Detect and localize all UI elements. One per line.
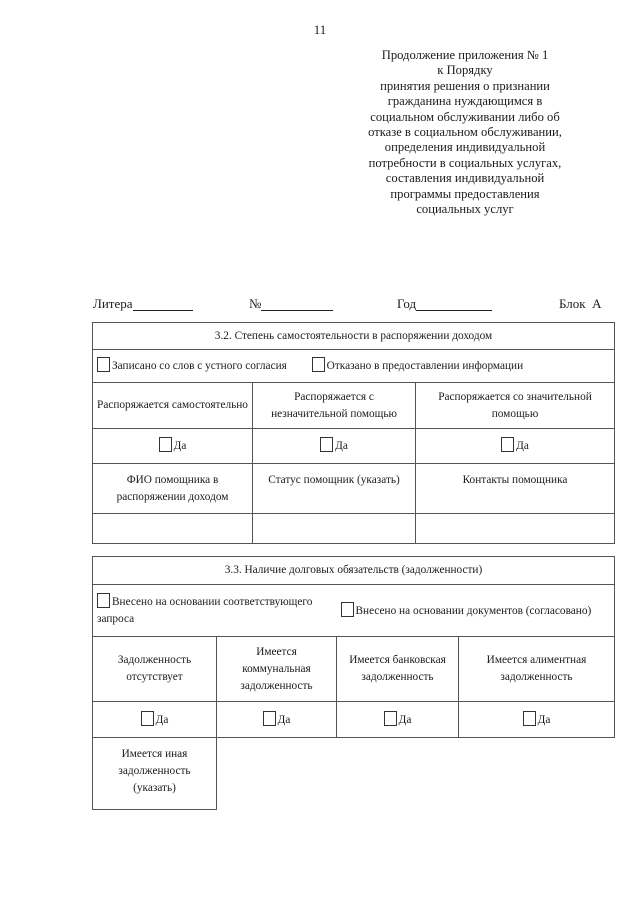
- appendix-line: отказе в социальном обслуживании,: [368, 125, 562, 140]
- column-header-utility-debt: Имеется коммунальная задолженность: [217, 637, 337, 702]
- checkbox-label: Да: [155, 713, 169, 726]
- checkbox-label: Да: [516, 440, 529, 452]
- source-option-documents[interactable]: [337, 585, 615, 637]
- litera-field[interactable]: [133, 296, 193, 311]
- block-label-group: [559, 296, 602, 312]
- checkbox-icon[interactable]: [97, 593, 110, 608]
- document-meta-row: [93, 296, 613, 314]
- source-option-label: Внесено на основании документов (согласовано): [355, 604, 592, 617]
- column-header-major-help: Распоряжается со значительной помощью: [416, 383, 615, 429]
- checkbox-cell[interactable]: [337, 702, 459, 738]
- helper-status-cell[interactable]: [253, 514, 416, 544]
- appendix-line: Продолжение приложения № 1: [381, 48, 549, 62]
- source-option-request[interactable]: [93, 585, 337, 637]
- helper-name-header: ФИО помощника в распоряжении доходом: [93, 464, 253, 514]
- source-option-label: Внесено на основании соответствующего запроса: [97, 596, 313, 625]
- checkbox-icon[interactable]: [384, 711, 397, 726]
- column-header-alimony-debt: Имеется алиментная задолженность: [459, 637, 615, 702]
- helper-status-header: Статус помощник (указать): [253, 464, 416, 514]
- source-option-label: Записано со слов с устного согласия: [112, 360, 287, 372]
- checkbox-icon[interactable]: [320, 437, 333, 452]
- source-option-verbal[interactable]: [97, 357, 287, 375]
- checkbox-cell[interactable]: [93, 702, 217, 738]
- helper-name-cell[interactable]: [93, 514, 253, 544]
- appendix-line: социальном обслуживании либо об: [370, 109, 560, 124]
- checkbox-cell[interactable]: [459, 702, 615, 738]
- appendix-line: потребности в социальных услугах,: [368, 155, 562, 170]
- checkbox-label: Да: [335, 440, 348, 452]
- block-value: А: [592, 296, 602, 311]
- column-header-minor-help: Распоряжается с незначительной помощью: [253, 383, 416, 429]
- page-number: 11: [313, 22, 327, 37]
- checkbox-icon[interactable]: [312, 357, 325, 372]
- checkbox-icon[interactable]: [141, 711, 154, 726]
- appendix-line: социальных услуг: [416, 202, 514, 217]
- checkbox-cell[interactable]: [253, 429, 416, 464]
- section-3-3-title: 3.3. Наличие долговых обязательств (задолженности): [93, 557, 615, 585]
- checkbox-label: Да: [398, 713, 412, 726]
- checkbox-icon[interactable]: [523, 711, 536, 726]
- number-field-group: [249, 296, 261, 312]
- appendix-line: составления индивидуальной: [385, 171, 545, 186]
- checkbox-icon[interactable]: [159, 437, 172, 452]
- checkbox-label: Да: [277, 713, 291, 726]
- column-header-bank-debt: Имеется банковская задолженность: [337, 637, 459, 702]
- appendix-line: определения индивидуальной: [384, 140, 546, 155]
- helper-contacts-header: Контакты помощника: [416, 464, 615, 514]
- section-3-2-source-row: [93, 350, 615, 383]
- checkbox-icon[interactable]: [97, 357, 110, 372]
- year-field[interactable]: [416, 296, 492, 311]
- appendix-line: к Порядку: [437, 63, 493, 78]
- appendix-line: программы предоставления: [390, 186, 540, 201]
- litera-field-group: [93, 296, 133, 312]
- source-option-label: Отказано в предоставлении информации: [326, 360, 524, 372]
- other-debt-value-area[interactable]: [217, 738, 615, 810]
- litera-label: Литера: [93, 296, 133, 311]
- source-option-refused[interactable]: [312, 357, 523, 375]
- checkbox-label: Да: [173, 440, 187, 452]
- section-3-2-title: 3.2. Степень самостоятельности в распоряжении доходом: [93, 323, 615, 350]
- section-3-2-table: [92, 322, 615, 544]
- appendix-line: принятия решения о признании: [380, 78, 550, 93]
- appendix-line: гражданина нуждающимся в: [387, 94, 543, 109]
- number-label: №: [249, 296, 262, 311]
- checkbox-cell[interactable]: [416, 429, 615, 464]
- block-label: Блок: [559, 296, 586, 311]
- checkbox-label: Да: [537, 713, 551, 726]
- checkbox-cell[interactable]: [217, 702, 337, 738]
- checkbox-icon[interactable]: [501, 437, 514, 452]
- column-header-independent: Распоряжается самостоятельно: [93, 383, 253, 429]
- checkbox-cell[interactable]: [93, 429, 253, 464]
- number-field[interactable]: [261, 296, 333, 311]
- year-field-group: [397, 296, 416, 312]
- column-header-no-debt: Задолженность отсутствует: [93, 637, 217, 702]
- section-3-3-table: [92, 556, 615, 810]
- checkbox-icon[interactable]: [263, 711, 276, 726]
- checkbox-icon[interactable]: [341, 602, 354, 617]
- other-debt-label: Имеется иная задолженность (указать): [93, 738, 217, 810]
- appendix-header: [340, 48, 590, 217]
- year-label: Год: [397, 296, 417, 311]
- helper-contacts-cell[interactable]: [416, 514, 615, 544]
